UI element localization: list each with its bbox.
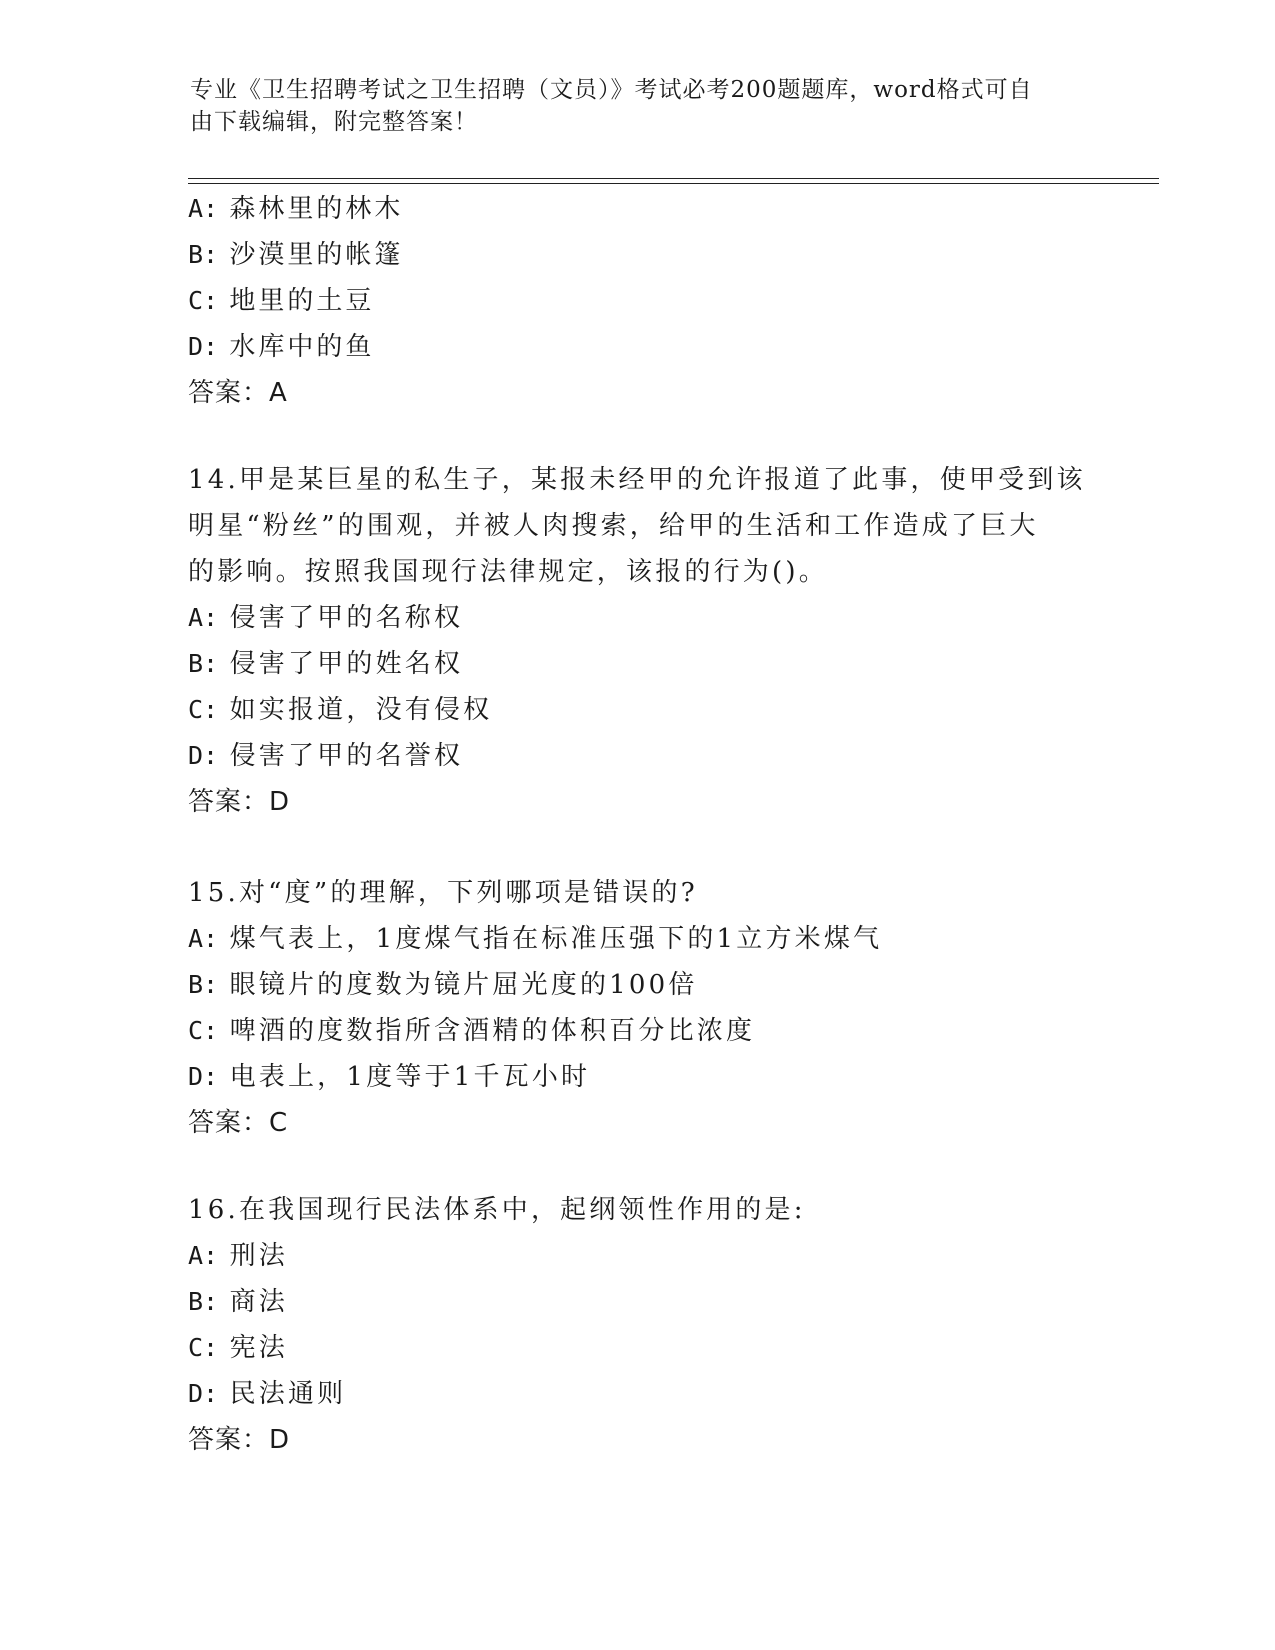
option-d bbox=[188, 1054, 1088, 1100]
option-text: 沙漠里的帐篷 bbox=[229, 240, 404, 270]
option-text: 如实报道，没有侵权 bbox=[229, 695, 493, 725]
option-text: 侵害了甲的名称权 bbox=[229, 603, 464, 633]
question-15 bbox=[188, 870, 1088, 1146]
question-stem-line: 16.在我国现行民法体系中，起纲领性作用的是: bbox=[188, 1195, 806, 1225]
option-letter: B: bbox=[188, 649, 219, 678]
option-text: 侵害了甲的姓名权 bbox=[229, 649, 464, 679]
option-text: 地里的土豆 bbox=[229, 286, 375, 316]
option-text: 商法 bbox=[229, 1287, 288, 1317]
question-stem-line: 15.对“度”的理解，下列哪项是错误的? bbox=[188, 878, 698, 908]
answer-label: 答案：A bbox=[188, 378, 288, 408]
option-text: 电表上，1度等于1千瓦小时 bbox=[229, 1062, 591, 1092]
answer-label: 答案：D bbox=[188, 787, 291, 817]
question-14 bbox=[188, 457, 1088, 825]
option-letter: C: bbox=[188, 1333, 219, 1362]
option-letter: A: bbox=[188, 603, 219, 632]
question-stem-line: 14.甲是某巨星的私生子，某报未经甲的允许报道了此事，使甲受到该 bbox=[188, 465, 1086, 495]
header-divider-bottom bbox=[188, 183, 1159, 184]
option-letter: B: bbox=[188, 240, 219, 269]
option-a bbox=[188, 595, 1088, 641]
question-13 bbox=[188, 186, 1088, 416]
header-line-2: 由下载编辑，附完整答案！ bbox=[190, 109, 478, 135]
option-a bbox=[188, 1233, 1088, 1279]
option-letter: A: bbox=[188, 194, 219, 223]
option-letter: C: bbox=[188, 286, 219, 315]
option-letter: B: bbox=[188, 1287, 219, 1316]
option-letter: D: bbox=[188, 332, 219, 361]
option-text: 刑法 bbox=[229, 1241, 288, 1271]
option-a bbox=[188, 916, 1088, 962]
question-stem-line: 的影响。按照我国现行法律规定，该报的行为()。 bbox=[188, 557, 828, 587]
option-text: 侵害了甲的名誉权 bbox=[229, 741, 464, 771]
option-text: 民法通则 bbox=[229, 1379, 347, 1409]
answer-label: 答案：D bbox=[188, 1425, 291, 1455]
document-header bbox=[190, 74, 1070, 138]
option-text: 啤酒的度数指所含酒精的体积百分比浓度 bbox=[229, 1016, 756, 1046]
option-text: 水库中的鱼 bbox=[229, 332, 375, 362]
answer-label: 答案：C bbox=[188, 1108, 289, 1138]
question-16 bbox=[188, 1187, 1088, 1463]
option-b bbox=[188, 232, 1088, 278]
option-text: 眼镜片的度数为镜片屈光度的100倍 bbox=[229, 970, 698, 1000]
option-d bbox=[188, 733, 1088, 779]
option-letter: C: bbox=[188, 695, 219, 724]
option-letter: A: bbox=[188, 924, 219, 953]
option-b bbox=[188, 641, 1088, 687]
option-b bbox=[188, 1279, 1088, 1325]
option-letter: A: bbox=[188, 1241, 219, 1270]
option-letter: D: bbox=[188, 741, 219, 770]
option-letter: D: bbox=[188, 1379, 219, 1408]
option-text: 森林里的林木 bbox=[229, 194, 404, 224]
option-d bbox=[188, 1371, 1088, 1417]
option-letter: D: bbox=[188, 1062, 219, 1091]
option-letter: B: bbox=[188, 970, 219, 999]
option-text: 煤气表上，1度煤气指在标准压强下的1立方米煤气 bbox=[229, 924, 883, 954]
option-d bbox=[188, 324, 1088, 370]
header-divider-top bbox=[188, 178, 1159, 179]
option-a bbox=[188, 186, 1088, 232]
option-c bbox=[188, 1008, 1088, 1054]
option-b bbox=[188, 962, 1088, 1008]
option-text: 宪法 bbox=[229, 1333, 288, 1363]
option-c bbox=[188, 687, 1088, 733]
option-c bbox=[188, 278, 1088, 324]
question-stem-line: 明星“粉丝”的围观，并被人肉搜索，给甲的生活和工作造成了巨大 bbox=[188, 511, 1039, 541]
option-c bbox=[188, 1325, 1088, 1371]
option-letter: C: bbox=[188, 1016, 219, 1045]
header-line-1: 专业《卫生招聘考试之卫生招聘（文员）》考试必考200题题库，word格式可自 bbox=[190, 77, 1033, 103]
